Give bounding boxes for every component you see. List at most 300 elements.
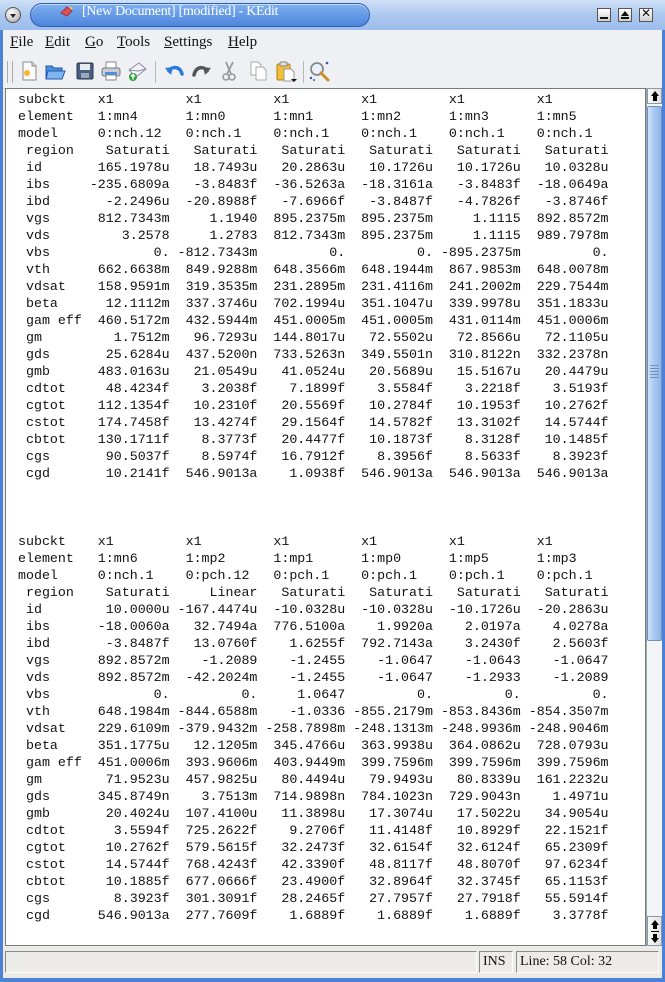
parameter-value: 812.7343m [89,211,178,226]
parameter-value: 10.1726u [353,160,441,175]
parameter-label: element [18,551,90,566]
parameter-value: 20.4024u [89,806,178,821]
editor-line-subckt [18,92,617,107]
parameter-value: 20.4479u [528,364,617,379]
parameter-value: 32.3745f [440,874,529,889]
parameter-value: 20.4477f [265,432,354,447]
menu-file-label: ile [18,34,34,50]
parameter-value: -1.0647 [353,653,441,668]
parameter-value: -248.9046m [528,721,617,736]
parameter-value: 29.1564f [265,415,354,430]
parameter-label: subckt [18,92,90,107]
vertical-scrollbar[interactable] [646,88,662,946]
parameter-value: 158.9591m [89,279,178,294]
editor-line-gmb [18,806,617,821]
editor-line-vbs [18,245,617,260]
parameter-value: 231.4116m [353,279,441,294]
text-editor[interactable] [5,88,646,946]
parameter-value: -854.3507m [528,704,617,719]
parameter-value: -1.2455 [265,653,354,668]
parameter-value: 8.5974f [177,449,266,464]
parameter-value: x1 [265,534,354,549]
parameter-value: x1 [440,534,529,549]
parameter-value: Saturati [265,585,354,600]
parameter-value: 97.6234f [528,857,617,872]
menu-edit-mnemonic: E [45,34,55,50]
parameter-value: 393.9606m [177,755,266,770]
parameter-value: 451.0006m [528,313,617,328]
parameter-value: 80.8339u [440,772,529,787]
close-icon: ✕ [641,6,652,20]
parameter-value: -895.2375m [440,245,529,260]
menu-help-label: elp [238,34,258,50]
parameter-value: 8.3923f [89,891,178,906]
parameter-value: 107.4100u [177,806,266,821]
parameter-value: 349.5501n [353,347,441,362]
parameter-value: 13.4274f [177,415,266,430]
menu-edit[interactable] [45,34,70,51]
editor-line-gmb [18,364,617,379]
parameter-value: 776.5100a [265,619,354,634]
minimize-button[interactable] [597,8,611,22]
parameter-value: 0. [353,245,441,260]
menu-go-label: o [95,34,104,50]
parameter-value: 895.2375m [265,211,354,226]
parameter-value: 648.3566m [265,262,354,277]
parameter-value: -10.0328u [353,602,441,617]
parameter-value: 1:mn2 [353,109,441,124]
parameter-value: 437.5200n [177,347,266,362]
parameter-value: x1 [353,534,441,549]
parameter-value: 892.8572m [528,211,617,226]
editor-line-cgs [18,449,617,464]
editor-line-element [18,551,617,566]
editor-line-subckt [18,534,617,549]
parameter-value: 90.5037f [89,449,178,464]
parameter-value: 546.9013a [353,466,441,481]
parameter-value: 0:pch.1 [528,568,617,583]
parameter-value: Saturati [89,143,178,158]
parameter-value: 0. [89,687,178,702]
parameter-label: cgs [18,449,90,464]
scroll-step-buttons[interactable] [647,916,662,946]
new-document-icon[interactable] [18,60,40,82]
parameter-value: 4.0278a [528,619,617,634]
parameter-value: 0. [177,687,266,702]
parameter-value: -3.8746f [528,194,617,209]
parameter-value: 10.1885f [89,874,178,889]
parameter-value: -18.0060a [89,619,178,634]
parameter-value: 648.1984m [89,704,178,719]
parameter-value: 3.2218f [440,381,529,396]
save-icon[interactable] [74,60,96,82]
parameter-value: 1:mp1 [265,551,354,566]
parameter-value: 8.3956f [353,449,441,464]
parameter-value: Saturati [89,585,178,600]
parameter-value: 42.3390f [265,857,354,872]
arrow-up-stem [653,96,657,101]
parameter-value: 399.7596m [528,755,617,770]
parameter-value: 0:nch.1 [177,126,266,141]
parameter-label: gam eff [18,755,90,770]
parameter-label: id [18,160,90,175]
parameter-label: vdsat [18,279,90,294]
parameter-value: x1 [353,92,441,107]
print-icon[interactable] [100,60,122,82]
toolbar-separator [155,61,156,83]
parameter-value: 48.4234f [89,381,178,396]
toolbar-separator [303,61,304,83]
parameter-label: cgd [18,908,90,923]
parameter-value: 310.8122n [440,347,529,362]
parameter-value: 0:pch.1 [440,568,529,583]
parameter-value: 363.9938u [353,738,441,753]
parameter-value: 10.1485f [528,432,617,447]
parameter-value: -844.6588m [177,704,266,719]
parameter-value: 351.1775u [89,738,178,753]
open-folder-icon[interactable] [44,60,66,82]
parameter-value: 0. [353,687,441,702]
parameter-value: 725.2622f [177,823,266,838]
menu-go[interactable] [85,34,103,51]
parameter-value: -855.2179m [353,704,441,719]
parameter-value: -258.7898m [265,721,354,736]
editor-line-cgd [18,908,617,923]
parameter-value: 2.0197a [440,619,529,634]
parameter-value: 1.9920a [353,619,441,634]
parameter-value: Saturati [440,143,529,158]
parameter-value: 457.9825u [177,772,266,787]
parameter-label: vth [18,704,90,719]
parameter-value: x1 [89,534,178,549]
parameter-value: -20.8988f [177,194,266,209]
parameter-value: 96.7293u [177,330,266,345]
parameter-value: 25.6284u [89,347,178,362]
parameter-value: 8.3773f [177,432,266,447]
editor-line-cdtot [18,381,617,396]
parameter-value: 9.2706f [265,823,354,838]
parameter-value: 451.0005m [353,313,441,328]
parameter-value: 0. [89,245,178,260]
menu-settings[interactable] [164,34,212,51]
menu-help[interactable] [228,34,257,51]
parameter-value: 10.2762f [89,840,178,855]
parameter-value: 733.5263n [265,347,354,362]
parameter-value: 161.2232u [528,772,617,787]
parameter-value: -20.2863u [528,602,617,617]
parameter-value: -1.2455 [265,670,354,685]
parameter-value: -4.7826f [440,194,529,209]
parameter-value: 3.2578 [89,228,178,243]
parameter-value: 0:pch.1 [353,568,441,583]
parameter-value: 0:pch.1 [265,568,354,583]
parameter-label: cgtot [18,398,90,413]
editor-line-gam-eff [18,313,617,328]
parameter-value: 72.5502u [353,330,441,345]
parameter-label: cgtot [18,840,90,855]
cut-icon[interactable] [218,60,240,82]
parameter-value: 14.5782f [353,415,441,430]
parameter-value: 130.1711f [89,432,178,447]
parameter-label: vbs [18,687,90,702]
editor-line-vds [18,670,617,685]
arrow-down-icon [651,938,659,943]
editor-line-cdtot [18,823,617,838]
parameter-value: 0. [440,687,529,702]
editor-line-region [18,585,617,600]
editor-line-model [18,568,617,583]
menu-settings-mnemonic: S [164,34,173,50]
parameter-value: 32.8964f [353,874,441,889]
parameter-value: 892.8572m [89,653,178,668]
menu-tools[interactable] [117,34,150,51]
parameter-label: element [18,109,90,124]
parameter-value: 895.2375m [353,228,441,243]
menu-tools-label: ools [125,34,151,50]
parameter-value: -3.8487f [353,194,441,209]
parameter-value: 989.7978m [528,228,617,243]
scroll-thumb-grip [650,365,659,379]
parameter-value: 337.3746u [177,296,266,311]
parameter-value: 451.0006m [89,755,178,770]
parameter-value: 20.5569f [265,398,354,413]
parameter-value: 1.2783 [177,228,266,243]
parameter-value: 21.0549u [177,364,266,379]
parameter-label: cgs [18,891,90,906]
parameter-value: 32.7494a [177,619,266,634]
parameter-value: x1 [177,92,266,107]
window-menu-button[interactable] [5,7,21,23]
parameter-value: 483.0163u [89,364,178,379]
parameter-value: 80.4494u [265,772,354,787]
parameter-value: -7.6966f [265,194,354,209]
editor-line-beta [18,738,617,753]
parameter-value: 892.8572m [89,670,178,685]
parameter-value: 8.3923f [528,449,617,464]
parameter-value: 332.2378n [528,347,617,362]
parameter-value: 1:mn6 [89,551,178,566]
editor-line-vgs [18,211,617,226]
parameter-value: 48.8070f [440,857,529,872]
parameter-value: 1.6889f [440,908,529,923]
editor-line-cgtot [18,840,617,855]
undo-icon[interactable] [163,60,185,82]
parameter-value: 1:mp5 [440,551,529,566]
toolbar [3,55,662,89]
parameter-value: Saturati [177,143,266,158]
find-icon[interactable] [308,60,330,82]
parameter-value: 1.6889f [353,908,441,923]
parameter-value: x1 [177,534,266,549]
parameter-label: ibd [18,636,90,651]
editor-line-vth [18,704,617,719]
parameter-value: 10.1953f [440,398,529,413]
parameter-value: 1.0647 [265,687,354,702]
parameter-value: 3.5193f [528,381,617,396]
editor-line-cstot [18,415,617,430]
parameter-value: 2.5603f [528,636,617,651]
parameter-label: gds [18,347,90,362]
parameter-value: -1.0336 [265,704,354,719]
parameter-value: 1.7512m [89,330,178,345]
parameter-value: -3.8483f [440,177,529,192]
editor-line-cstot [18,857,617,872]
close-button[interactable] [639,8,653,22]
parameter-value: 1:mn3 [440,109,529,124]
editor-line-vth [18,262,617,277]
parameter-value: 17.3074u [353,806,441,821]
parameter-value: 768.4243f [177,857,266,872]
parameter-value: 1:mp3 [528,551,617,566]
parameter-value: 32.2473f [265,840,354,855]
parameter-value: -3.8483f [177,177,266,192]
parameter-value: 10.2141f [89,466,178,481]
editor-line-cbtot [18,874,617,889]
editor-line-gm [18,772,617,787]
menu-bar [3,30,662,55]
editor-line-vgs [18,653,617,668]
parameter-value: 10.8929f [440,823,529,838]
scroll-thumb[interactable] [647,106,662,641]
parameter-value: -1.0643 [440,653,529,668]
parameter-value: 0:nch.1 [353,126,441,141]
editor-line-ibd [18,636,617,651]
parameter-value: -853.8436m [440,704,529,719]
editor-line-vbs [18,687,617,702]
editor-line-cgd [18,466,617,481]
parameter-label: cdtot [18,381,90,396]
parameter-value: 792.7143a [353,636,441,651]
parameter-value: 702.1994u [265,296,354,311]
parameter-value: 714.9898n [265,789,354,804]
parameter-value: Saturati [353,143,441,158]
status-message [5,951,477,973]
parameter-value: 451.0005m [265,313,354,328]
parameter-value: 10.1726u [440,160,529,175]
parameter-label: cbtot [18,874,90,889]
copy-icon[interactable] [248,60,270,82]
editor-line-ibd [18,194,617,209]
parameter-value: 28.2465f [265,891,354,906]
parameter-label: gmb [18,364,90,379]
parameter-value: 229.6109m [89,721,178,736]
parameter-value: 579.5615f [177,840,266,855]
parameter-value: 1:mn1 [265,109,354,124]
parameter-value: x1 [528,92,617,107]
parameter-value: 0:nch.1 [265,126,354,141]
parameter-value: 79.9493u [353,772,441,787]
parameter-value: 72.8566u [440,330,529,345]
parameter-value: 546.9013a [177,466,266,481]
parameter-value: 0:nch.1 [528,126,617,141]
parameter-value: 546.9013a [528,466,617,481]
parameter-value: 27.7918f [440,891,529,906]
menu-file[interactable] [10,34,33,51]
parameter-value: 3.5584f [353,381,441,396]
parameter-value: 648.1944m [353,262,441,277]
parameter-value: -42.2024m [177,670,266,685]
parameter-value: 27.7957f [353,891,441,906]
parameter-value: Linear [177,585,266,600]
parameter-label: region [18,143,90,158]
parameter-value: 648.0078m [528,262,617,277]
parameter-value: -812.7343m [177,245,266,260]
toolbar-grip[interactable] [7,61,13,83]
parameter-value: 277.7609f [177,908,266,923]
parameter-value: x1 [265,92,354,107]
cursor-position: Line: 58 Col: 32 [516,951,659,973]
editor-line-element [18,109,617,124]
parameter-value: 0. [528,245,617,260]
parameter-value: 11.4148f [353,823,441,838]
parameter-value: -379.9432m [177,721,266,736]
parameter-value: 32.6154f [353,840,441,855]
parameter-value: 546.9013a [89,908,178,923]
parameter-value: 0. [265,245,354,260]
parameter-value: 18.7493u [177,160,266,175]
parameter-label: ibd [18,194,90,209]
parameter-value: 1:mp2 [177,551,266,566]
parameter-value: 3.5594f [89,823,178,838]
parameter-value: Saturati [528,143,617,158]
parameter-value: -1.2089 [177,653,266,668]
parameter-label: gam eff [18,313,90,328]
parameter-label: cdtot [18,823,90,838]
redo-icon[interactable] [191,60,213,82]
maximize-button[interactable] [618,8,632,22]
parameter-value: 10.2310f [177,398,266,413]
parameter-value: 12.1205m [177,738,266,753]
parameter-value: 10.0328u [528,160,617,175]
parameter-value: 1:mn5 [528,109,617,124]
parameter-label: gds [18,789,90,804]
parameter-value: 1.4971u [528,789,617,804]
parameter-value: 20.5689u [353,364,441,379]
editor-line-cgs [18,891,617,906]
menu-file-mnemonic: F [10,34,19,50]
parameter-label: vth [18,262,90,277]
parameter-value: 229.7544m [528,279,617,294]
scroll-up-button[interactable] [647,88,662,104]
parameter-value: 3.3778f [528,908,617,923]
arrow-up-stem [653,925,657,929]
parameter-label: vds [18,228,90,243]
parameter-label: gm [18,772,90,787]
menu-tools-mnemonic: T [117,34,126,50]
parameter-value: 10.2784f [353,398,441,413]
parameter-value: 8.3128f [440,432,529,447]
parameter-value: 728.0793u [528,738,617,753]
parameter-value: 339.9978u [440,296,529,311]
parameter-value: 8.5633f [440,449,529,464]
parameter-label: vds [18,670,90,685]
title-bar[interactable] [0,0,665,30]
parameter-value: -167.4474u [177,602,266,617]
menu-help-mnemonic: H [228,34,239,50]
parameter-value: 14.5744f [528,415,617,430]
parameter-value: 345.4766u [265,738,354,753]
paste-icon[interactable] [275,60,297,82]
editor-text [18,91,617,924]
window-title: [New Document] [modified] - KEdit [82,4,279,19]
parameter-value: -1.0647 [353,670,441,685]
parameter-value: 403.9449m [265,755,354,770]
parameter-value: 1.1115 [440,228,529,243]
send-mail-icon[interactable] [126,60,148,82]
parameter-value: -18.0649a [528,177,617,192]
parameter-value: 3.2430f [440,636,529,651]
parameter-value: 34.9054u [528,806,617,821]
